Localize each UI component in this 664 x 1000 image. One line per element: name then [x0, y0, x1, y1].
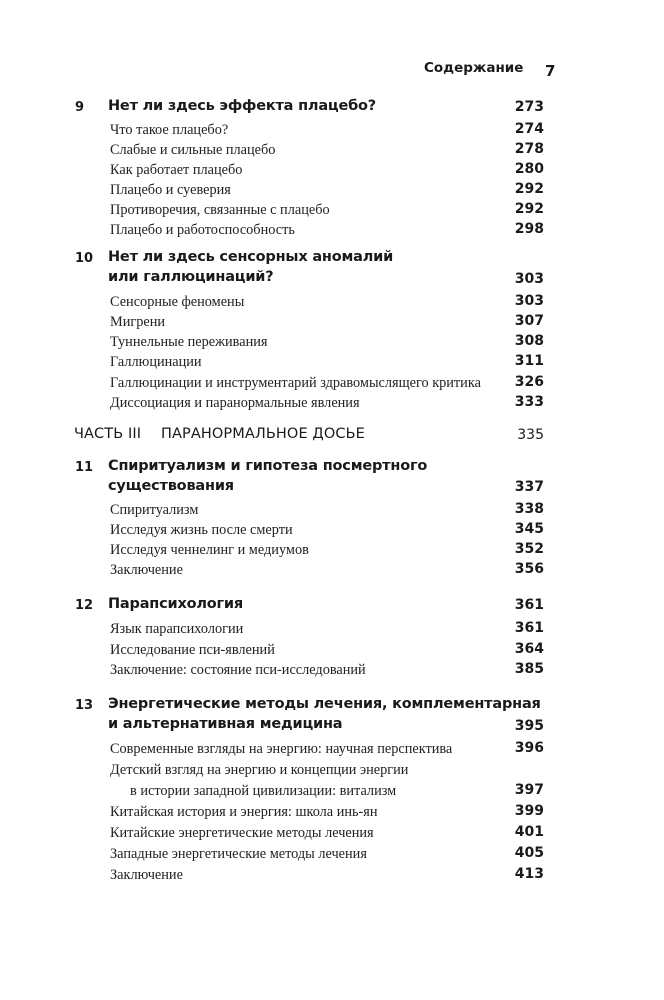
section-page: 298	[514, 221, 544, 237]
chapter-title-line-2[interactable]: и альтернативная медицина	[108, 716, 343, 732]
section-title[interactable]: Слабые и сильные плацебо	[110, 142, 276, 158]
section-page: 338	[514, 501, 544, 517]
section-page: 364	[514, 641, 544, 657]
section-page: 405	[514, 845, 544, 861]
chapter-title-line-1[interactable]: Нет ли здесь сенсорных аномалий	[108, 249, 394, 265]
section-title[interactable]: Плацебо и суеверия	[110, 182, 231, 198]
section-title-line-1[interactable]: Детский взгляд на энергию и концепции энергии	[110, 762, 409, 778]
section-title[interactable]: Язык парапсихологии	[110, 621, 244, 637]
section-title[interactable]: Что такое плацебо?	[110, 122, 229, 138]
section-title[interactable]: Современные взгляды на энергию: научная перспектива	[110, 741, 453, 757]
section-title[interactable]: Диссоциация и паранормальные явления	[110, 395, 360, 411]
section-title[interactable]: Исследование пси-явлений	[110, 642, 275, 658]
section-title[interactable]: Спиритуализм	[110, 502, 199, 518]
section-title[interactable]: Исследуя жизнь после смерти	[110, 522, 293, 538]
chapter-title-line-1[interactable]: Спиритуализм и гипотеза посмертного	[108, 458, 428, 474]
section-title[interactable]: Галлюцинации и инструментарий здравомыслящего критика	[110, 375, 481, 391]
section-title-line-2[interactable]: в истории западной цивилизации: витализм	[130, 783, 397, 799]
section-page: 356	[514, 561, 544, 577]
section-page: 311	[514, 353, 544, 369]
chapter-number: 13	[75, 698, 94, 713]
section-page: 345	[514, 521, 544, 537]
chapter-number: 10	[75, 251, 94, 266]
section-page: 401	[514, 824, 544, 840]
chapter-page: 303	[514, 271, 544, 287]
section-page: 308	[514, 333, 544, 349]
section-title[interactable]: Китайские энергетические методы лечения	[110, 825, 374, 841]
chapter-page: 273	[514, 99, 544, 115]
chapter-number: 12	[75, 598, 94, 613]
section-page: 413	[514, 866, 544, 882]
section-title[interactable]: Туннельные переживания	[110, 334, 268, 350]
section-page: 333	[514, 394, 544, 410]
section-page: 292	[514, 201, 544, 217]
section-title[interactable]: Галлюцинации	[110, 354, 202, 370]
section-page: 361	[514, 620, 544, 636]
chapter-title-line-2[interactable]: или галлюцинаций?	[108, 269, 274, 285]
chapter-page: 361	[514, 597, 544, 613]
part-page: 335	[517, 427, 544, 443]
section-page: 278	[514, 141, 544, 157]
section-title[interactable]: Западные энергетические методы лечения	[110, 846, 367, 862]
chapter-title[interactable]: Парапсихология	[108, 596, 243, 612]
section-page: 326	[514, 374, 544, 390]
chapter-title-line-1[interactable]: Энергетические методы лечения, комплементарная	[108, 696, 541, 712]
section-page: 307	[514, 313, 544, 329]
section-page: 385	[514, 661, 544, 677]
part-title[interactable]: ПАРАНОРМАЛЬНОЕ ДОСЬЕ	[161, 426, 365, 442]
chapter-title-line-2[interactable]: существования	[108, 478, 234, 494]
part-label[interactable]: ЧАСТЬ III	[74, 426, 142, 442]
section-title[interactable]: Китайская история и энергия: школа инь-ян	[110, 804, 378, 820]
section-title[interactable]: Заключение: состояние пси-исследований	[110, 662, 366, 678]
running-title: Содержание	[424, 60, 524, 76]
section-title[interactable]: Мигрени	[110, 314, 166, 330]
section-page: 396	[514, 740, 544, 756]
section-title[interactable]: Сенсорные феномены	[110, 294, 245, 310]
page-number: 7	[545, 62, 556, 80]
section-page: 399	[514, 803, 544, 819]
section-title[interactable]: Исследуя ченнелинг и медиумов	[110, 542, 309, 558]
section-page: 397	[514, 782, 544, 798]
section-page: 280	[514, 161, 544, 177]
running-header	[0, 60, 664, 80]
chapter-number: 11	[75, 460, 94, 475]
chapter-number: 9	[75, 100, 85, 115]
section-title[interactable]: Как работает плацебо	[110, 162, 243, 178]
chapter-page: 337	[514, 479, 544, 495]
section-page: 303	[514, 293, 544, 309]
section-title[interactable]: Противоречия, связанные с плацебо	[110, 202, 330, 218]
section-page: 352	[514, 541, 544, 557]
chapter-page: 395	[514, 718, 544, 734]
section-page: 292	[514, 181, 544, 197]
section-page: 274	[514, 121, 544, 137]
section-title[interactable]: Заключение	[110, 562, 183, 578]
section-title[interactable]: Заключение	[110, 867, 183, 883]
section-title[interactable]: Плацебо и работоспособность	[110, 222, 295, 238]
chapter-title[interactable]: Нет ли здесь эффекта плацебо?	[108, 98, 377, 114]
